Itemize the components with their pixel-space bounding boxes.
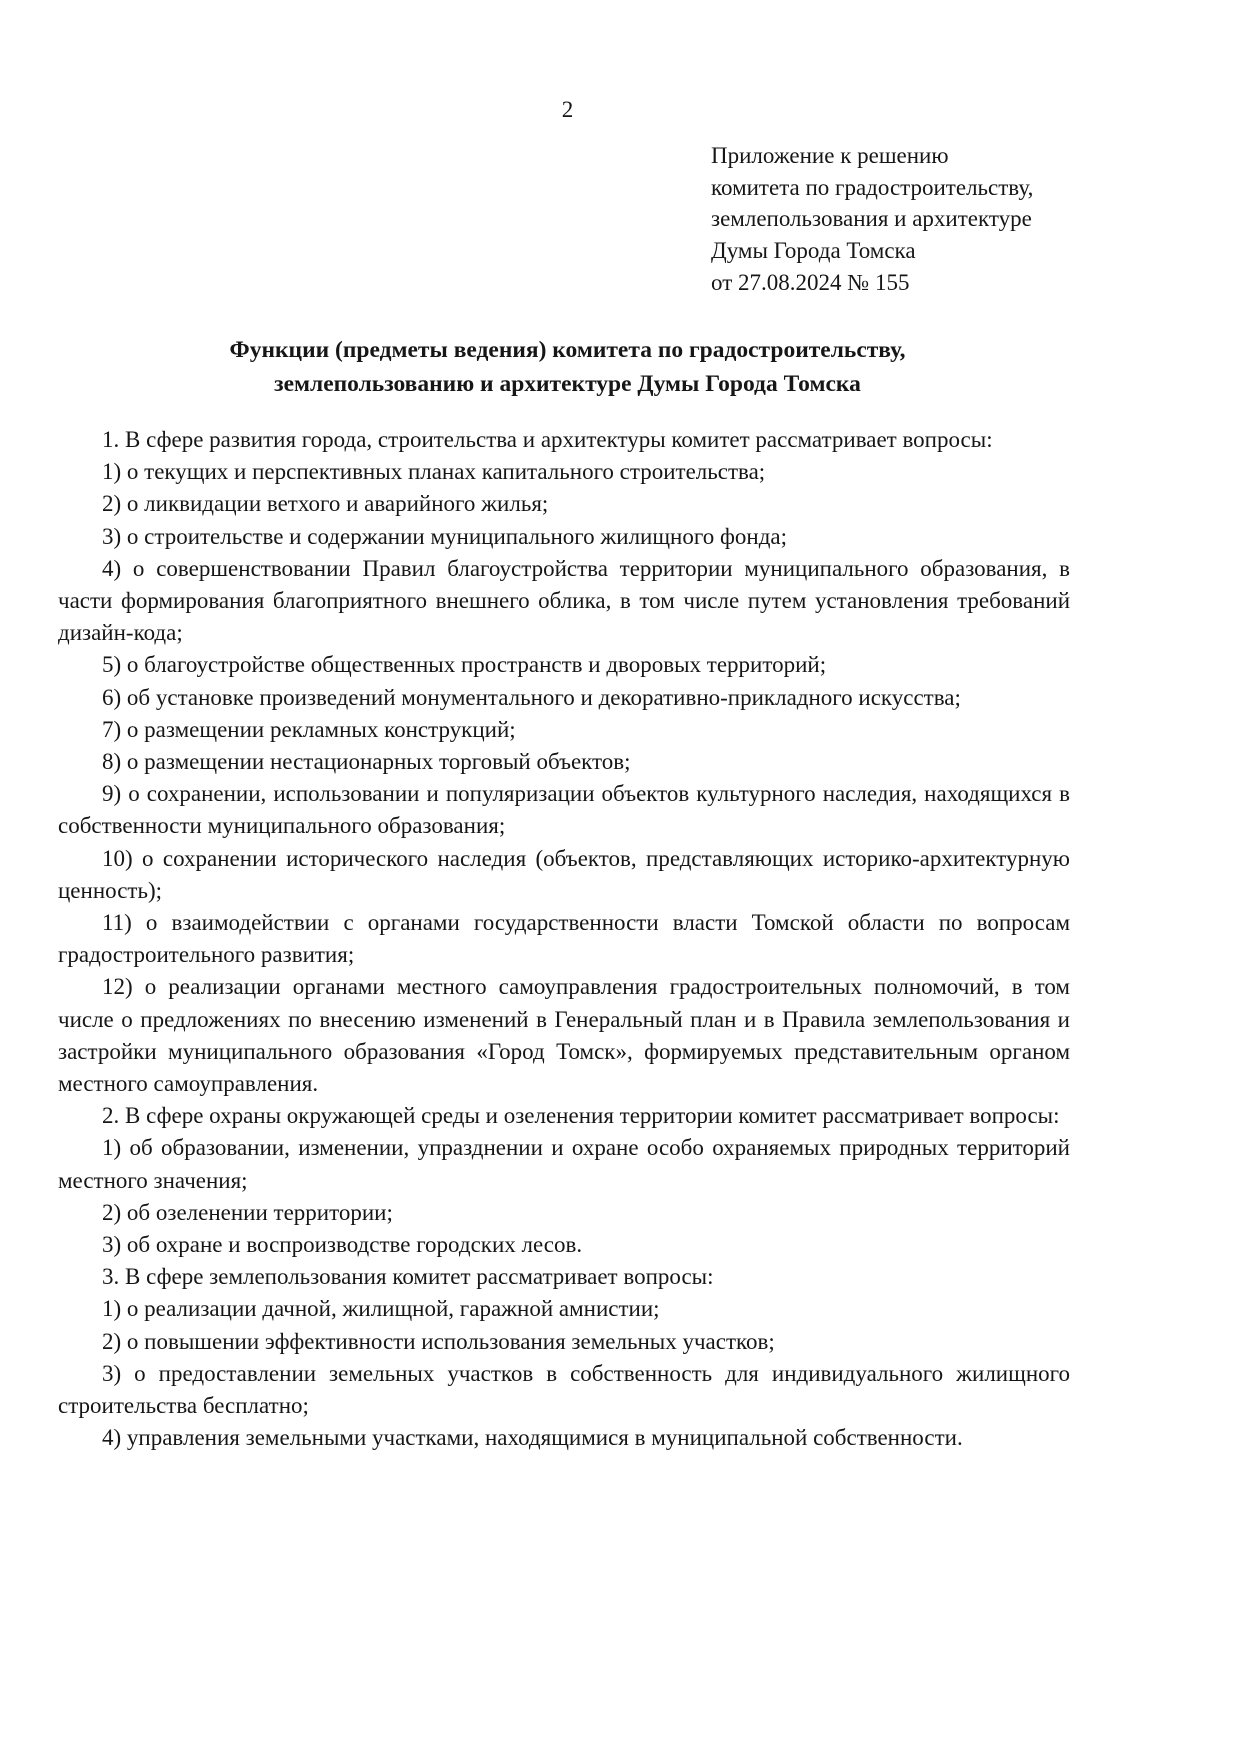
list-item: 3) о строительстве и содержании муниципального жилищного фонда;	[102, 523, 787, 549]
document-body	[58, 424, 1070, 1455]
section-heading-3: 3. В сфере землепользования комитет рассматривает вопросы:	[102, 1264, 714, 1290]
document-title-line: Функции (предметы ведения) комитета по градостроительству,	[229, 337, 906, 363]
list-item: 12) о реализации органами местного самоуправления градостроительных полномочий, в том числе о предложениях по внесению изменений в Генеральный план и в Правила землепользования и застройки муниципального образования «Город Томск», формируемых представительным органом местного самоуправления.	[58, 974, 1070, 1097]
page-number: 2	[561, 97, 574, 122]
list-item: 10) о сохранении исторического наследия (объектов, представляющих историко-архитектурную ценность);	[58, 845, 1070, 903]
list-item: 2) об озеленении территории;	[102, 1199, 393, 1225]
list-item: 4) о совершенствовании Правил благоустройства территории муниципального образования, в части формирования благоприятного внешнего облика, в том числе путем установления требований дизайн-кода;	[58, 555, 1070, 646]
list-item: 3) о предоставлении земельных участков в собственность для индивидуального жилищного строительства бесплатно;	[58, 1360, 1070, 1419]
list-item: 1) о реализации дачной, жилищной, гаражной амнистии;	[102, 1296, 660, 1322]
list-item: 3) об охране и воспроизводстве городских лесов.	[102, 1232, 583, 1258]
appendix-line: землепользования и архитектуре	[711, 206, 1032, 232]
document-title	[0, 334, 1135, 401]
list-item: 11) о взаимодействии с органами государственности власти Томской области по вопросам градостроительного развития;	[58, 910, 1070, 968]
appendix-line: Приложение к решению	[711, 143, 949, 168]
list-item: 4) управления земельными участками, находящимися в муниципальной собственности.	[102, 1425, 963, 1451]
list-item: 8) о размещении нестационарных торговый объектов;	[102, 749, 631, 775]
appendix-line: комитета по градостроительству,	[711, 174, 1034, 200]
appendix-date-number: от 27.08.2024 № 155	[711, 269, 910, 295]
list-item: 2) о повышении эффективности использования земельных участков;	[102, 1328, 775, 1354]
document-title-line: землепользованию и архитектуре Думы Города Томска	[274, 370, 861, 397]
section-heading-2: 2. В сфере охраны окружающей среды и озеленения территории комитет рассматривает вопросы:	[102, 1103, 1060, 1129]
list-item: 7) о размещении рекламных конструкций;	[102, 716, 516, 742]
list-item: 9) о сохранении, использовании и популяризации объектов культурного наследия, находящихся в собственности муниципального образования;	[58, 781, 1070, 839]
section-heading-1: 1. В сфере развития города, строительства и архитектуры комитет рассматривает вопросы:	[102, 427, 993, 452]
list-item: 5) о благоустройстве общественных пространств и дворовых территорий;	[102, 652, 827, 678]
list-item: 6) об установке произведений монументального и декоративно-прикладного искусства;	[102, 684, 961, 710]
appendix-line: Думы Города Томска	[711, 238, 916, 264]
list-item: 2) о ликвидации ветхого и аварийного жилья;	[102, 491, 549, 517]
list-item: 1) о текущих и перспективных планах капитального строительства;	[102, 459, 766, 485]
appendix-header	[711, 140, 1033, 299]
list-item: 1) об образовании, изменении, упразднении и охране особо охраняемых природных территорий местного значения;	[58, 1135, 1070, 1193]
